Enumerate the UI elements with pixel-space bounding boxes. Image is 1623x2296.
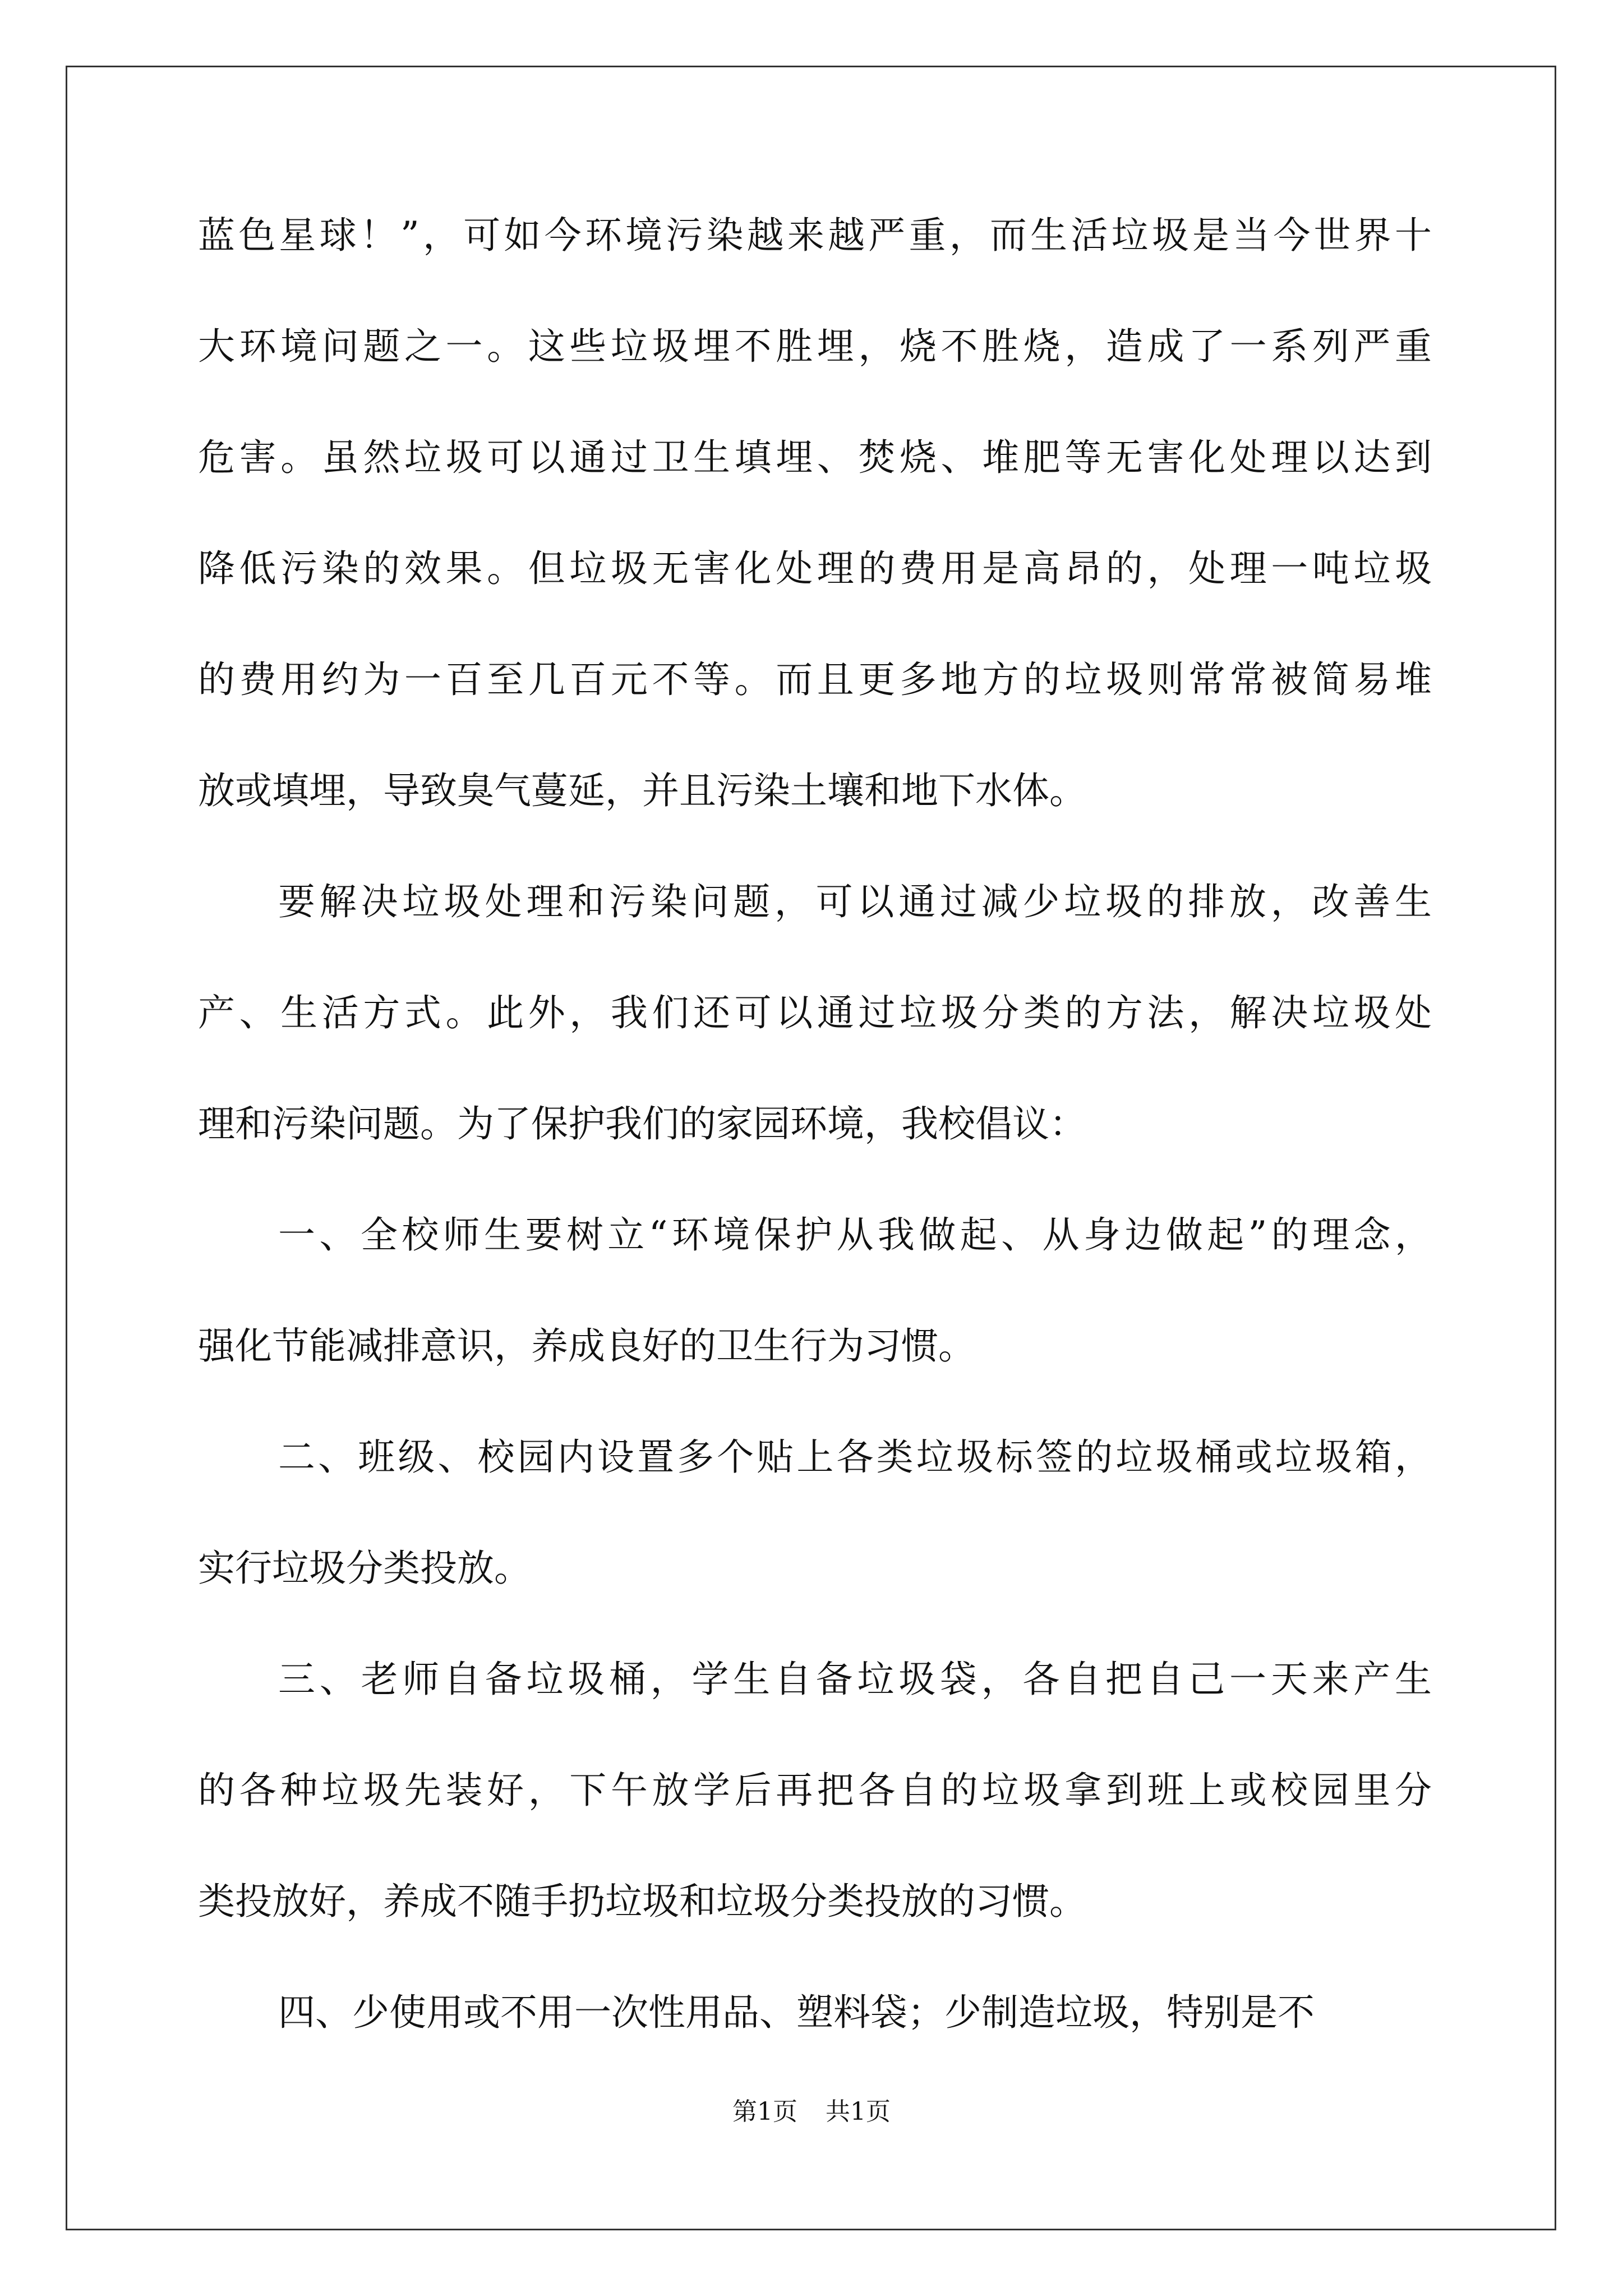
- paragraph-first-line: 四、少使用或不用一次性用品、塑料袋；少制造垃圾，特别是不: [278, 1991, 1315, 2034]
- text-line: 实行垃圾分类投放。: [198, 1547, 531, 1590]
- text-line: 大环境问题之一。这些垃圾埋不胜埋，烧不胜烧，造成了一系列严重: [198, 325, 1432, 368]
- paragraph-first-line: 三、老师自备垃圾桶，学生自备垃圾袋，各自把自己一天来产生: [278, 1658, 1432, 1701]
- page-footer: [0, 2095, 1623, 2129]
- text-line: 蓝色星球！”，可如今环境污染越来越严重，而生活垃圾是当今世界十: [198, 214, 1432, 257]
- text-line: 理和污染问题。为了保护我们的家园环境，我校倡议：: [198, 1102, 1086, 1145]
- text-line: 放或填埋，导致臭气蔓延，并且污染土壤和地下水体。: [198, 769, 1086, 812]
- paragraph-first-line: 要解决垃圾处理和污染问题，可以通过减少垃圾的排放，改善生: [278, 880, 1432, 923]
- page-number: 第1页: [732, 2097, 797, 2126]
- text-line: 的费用约为一百至几百元不等。而且更多地方的垃圾则常常被简易堆: [198, 658, 1432, 701]
- paragraph-first-line: 一、全校师生要树立“环境保护从我做起、从身边做起”的理念，: [278, 1213, 1432, 1257]
- text-line: 产、生活方式。此外，我们还可以通过垃圾分类的方法，解决垃圾处: [198, 991, 1432, 1034]
- paragraph-first-line: 二、班级、校园内设置多个贴上各类垃圾标签的垃圾桶或垃圾箱，: [278, 1435, 1432, 1479]
- text-line: 类投放好，养成不随手扔垃圾和垃圾分类投放的习惯。: [198, 1880, 1086, 1923]
- text-line: 危害。虽然垃圾可以通过卫生填埋、焚烧、堆肥等无害化处理以达到: [198, 436, 1432, 479]
- text-line: 强化节能减排意识，养成良好的卫生行为习惯。: [198, 1324, 975, 1368]
- text-line: 的各种垃圾先装好，下午放学后再把各自的垃圾拿到班上或校园里分: [198, 1769, 1432, 1812]
- text-line: 降低污染的效果。但垃圾无害化处理的费用是高昂的，处理一吨垃圾: [198, 547, 1432, 590]
- page-total: 共1页: [826, 2097, 891, 2126]
